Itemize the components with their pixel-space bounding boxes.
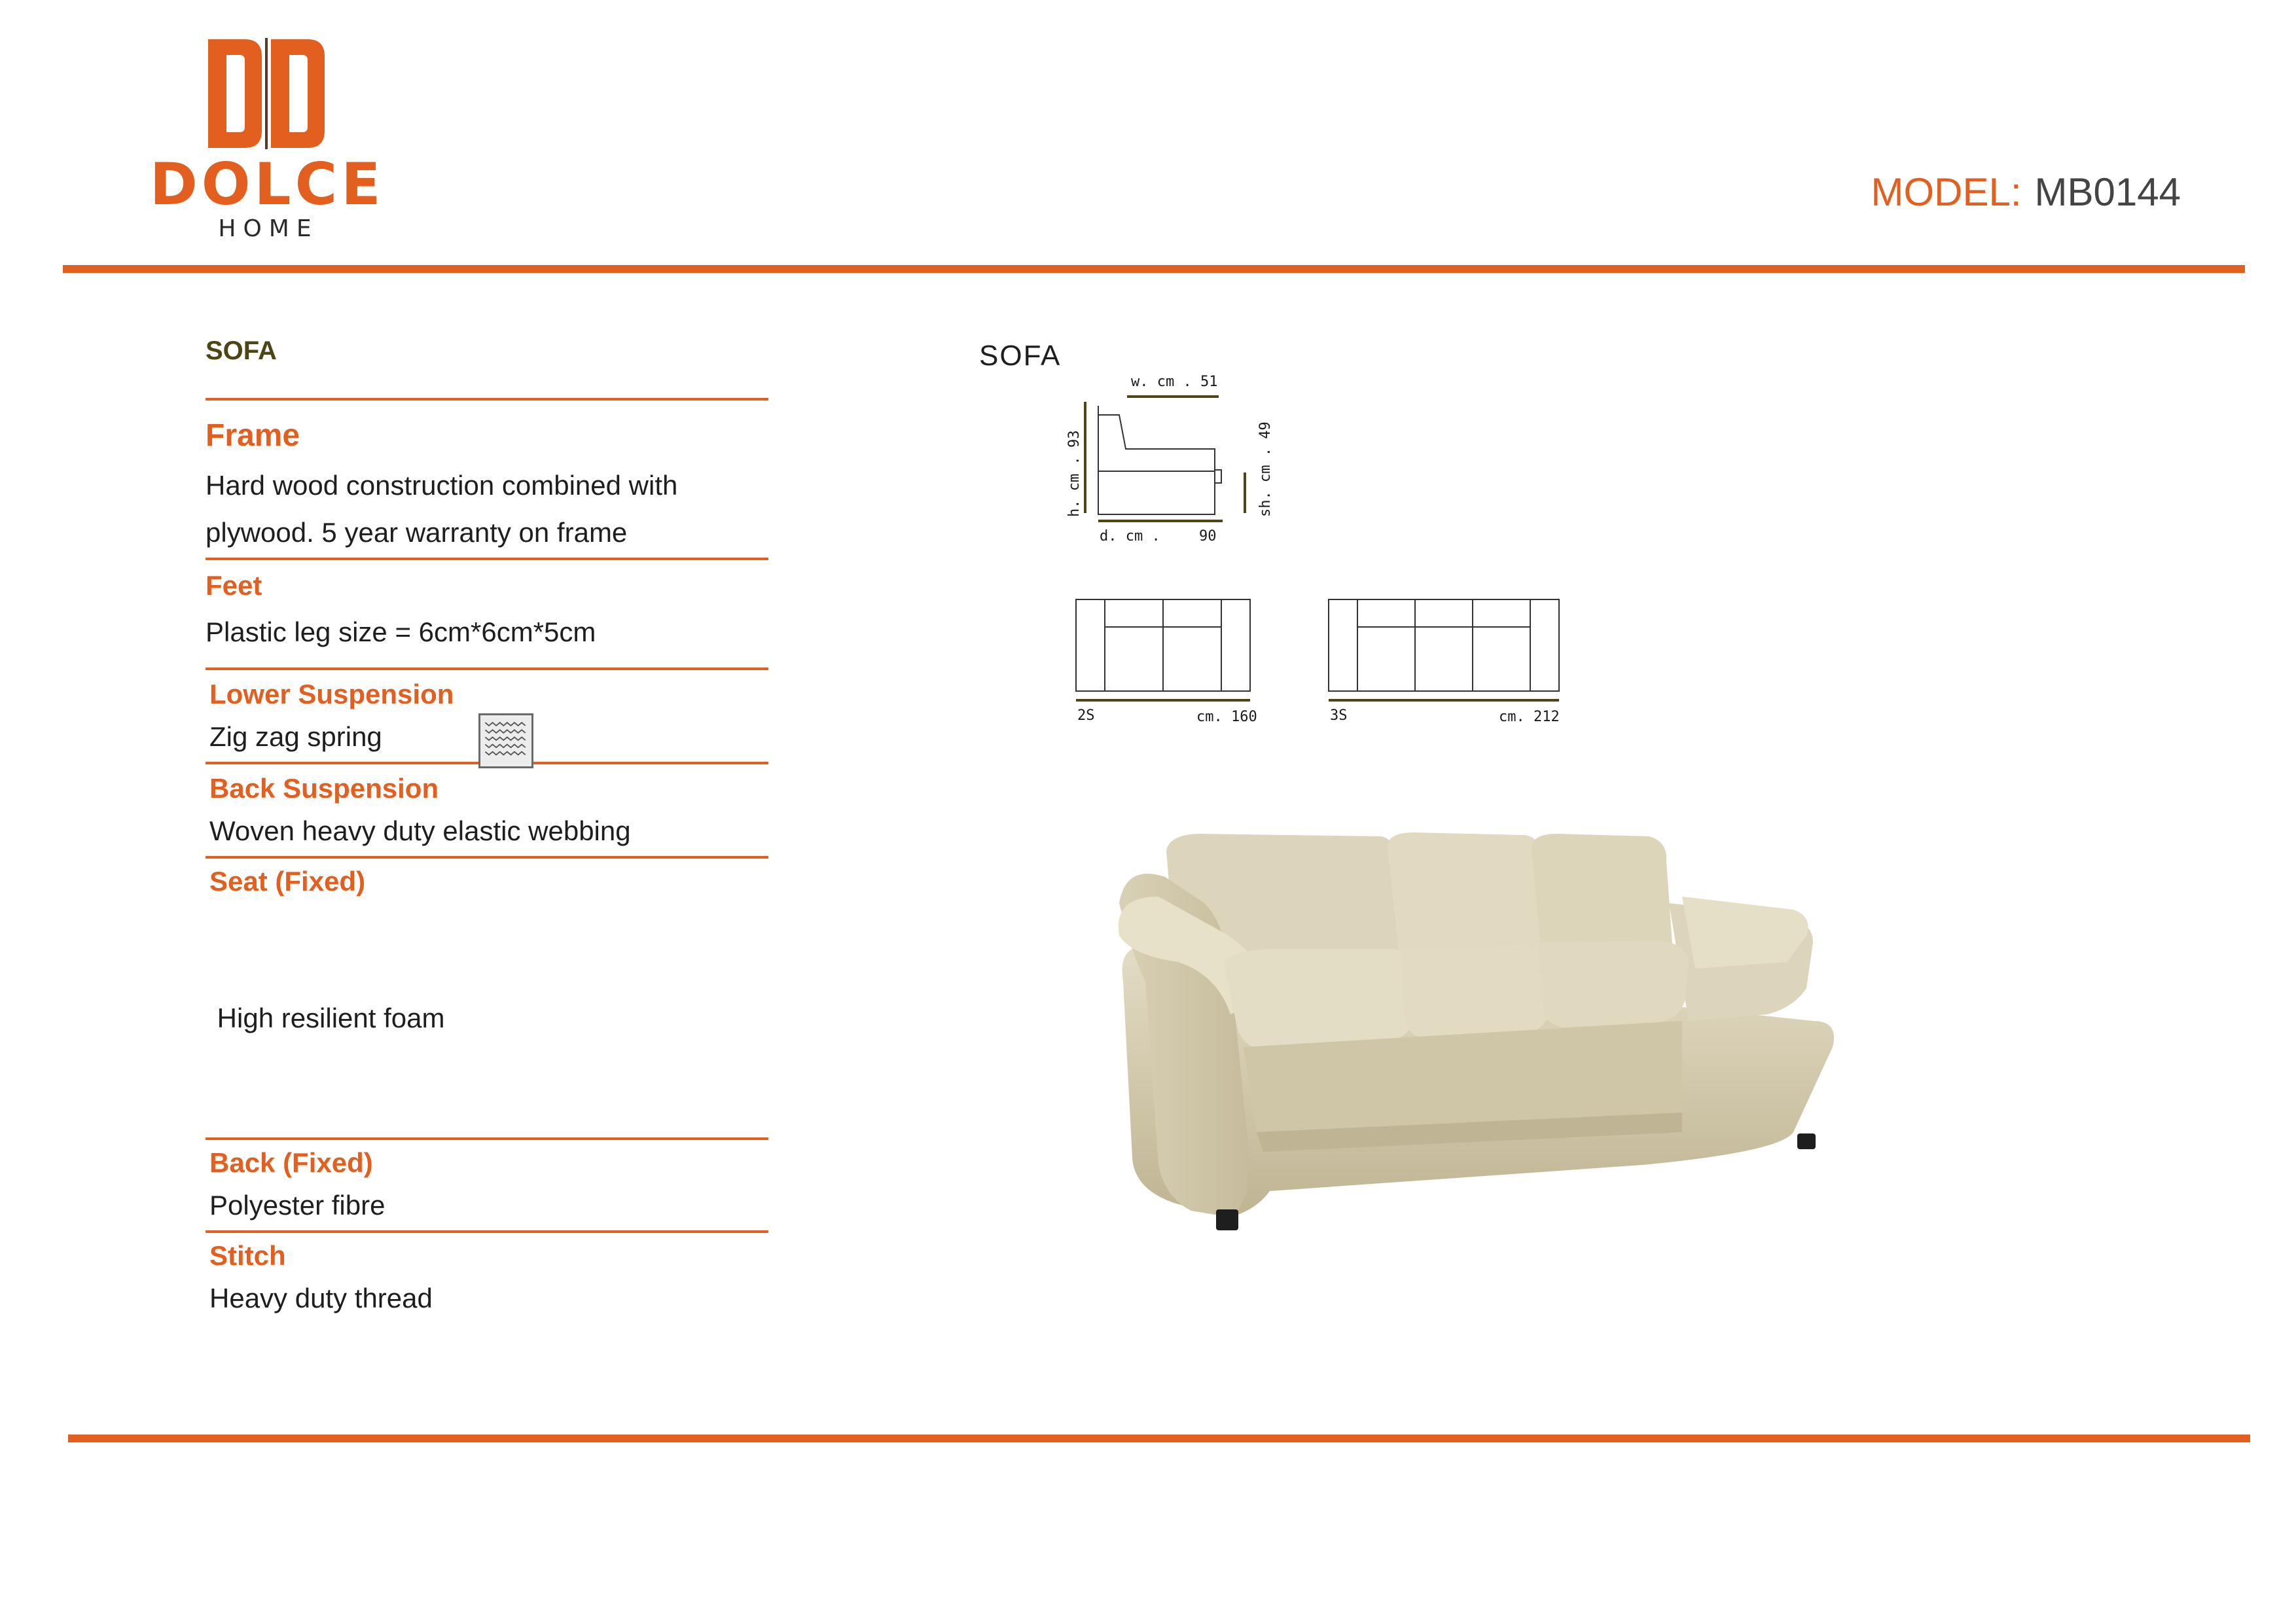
spec-section-feet xyxy=(206,560,768,656)
spec-section-body xyxy=(206,462,768,556)
two-seat-plan-drawing xyxy=(1076,599,1250,691)
spec-line: Polyester fibre xyxy=(209,1190,386,1221)
sofa-photo xyxy=(1106,825,1865,1243)
spec-section-seat xyxy=(206,859,768,1136)
spec-section-body xyxy=(209,808,768,855)
three-seat-width-line xyxy=(1329,699,1559,702)
spec-section-title: Seat (Fixed) xyxy=(209,866,366,897)
dimension-drawings xyxy=(1021,366,1597,733)
spec-section-body xyxy=(209,1275,768,1322)
brand-logo-icon xyxy=(207,38,327,149)
two-seat-width-line xyxy=(1076,699,1250,702)
height-dimension-label: h. cm . 93 xyxy=(1066,430,1083,517)
seat-height-dimension-line xyxy=(1244,473,1246,513)
model-label: MODEL: xyxy=(1871,170,2022,214)
spec-section-title: Lower Suspension xyxy=(209,679,454,709)
side-view-drawing xyxy=(1098,406,1221,514)
height-dimension-line xyxy=(1084,402,1086,513)
depth-dimension-value: 90 xyxy=(1199,528,1217,544)
width-dimension-line xyxy=(1127,395,1219,398)
spec-line: Plastic leg size = 6cm*6cm*5cm xyxy=(206,616,596,647)
spec-line: Woven heavy duty elastic webbing xyxy=(209,815,631,846)
spec-section-stitch xyxy=(206,1233,768,1322)
zigzag-spring-icon xyxy=(478,713,533,768)
spec-section-back-suspension xyxy=(206,764,768,855)
header-divider xyxy=(63,265,2245,273)
spec-section-title: Frame xyxy=(206,418,300,453)
brand-name: DOLCE xyxy=(149,151,385,218)
three-seat-width: cm. 212 xyxy=(1499,709,1560,725)
spec-section-title: Back Suspension xyxy=(209,773,439,804)
spec-section-body xyxy=(209,1182,768,1229)
spec-line: Hard wood construction combined with xyxy=(206,470,678,501)
two-seat-code: 2S xyxy=(1077,707,1095,724)
model-heading xyxy=(1871,170,2181,214)
depth-dimension-label: d. cm . xyxy=(1100,528,1160,544)
footer-divider xyxy=(68,1435,2250,1442)
spec-section-title: Stitch xyxy=(209,1240,286,1271)
seat-height-dimension-label: sh. cm . 49 xyxy=(1257,421,1274,517)
spec-line: Zig zag spring xyxy=(209,721,382,752)
spec-section-body xyxy=(206,609,768,656)
three-seat-code: 3S xyxy=(1330,707,1348,724)
model-number: MB0144 xyxy=(2034,170,2181,214)
depth-dimension-line xyxy=(1098,520,1223,522)
two-seat-width: cm. 160 xyxy=(1196,709,1257,725)
drawing-title: SOFA xyxy=(979,340,1062,372)
spec-section-title: Back (Fixed) xyxy=(209,1147,373,1178)
spec-title: SOFA xyxy=(206,336,277,365)
spec-line: plywood. 5 year warranty on frame xyxy=(206,517,628,548)
spec-line: Heavy duty thread xyxy=(209,1283,433,1313)
spec-section-body xyxy=(209,901,768,1136)
spec-section-back xyxy=(206,1140,768,1229)
spec-list xyxy=(206,398,768,1322)
three-seat-plan-drawing xyxy=(1329,599,1559,691)
spec-section-title: Feet xyxy=(206,570,262,601)
brand-subtitle: HOME xyxy=(218,215,319,242)
spec-line: High resilient foam xyxy=(209,1003,445,1033)
spec-section-frame xyxy=(206,401,768,556)
width-dimension-label: w. cm . 51 xyxy=(1131,374,1218,390)
spec-section-lower-suspension xyxy=(206,670,768,760)
